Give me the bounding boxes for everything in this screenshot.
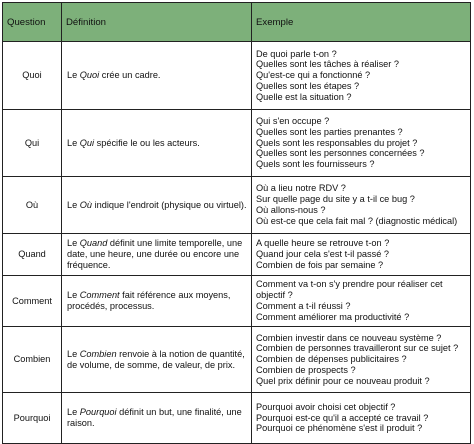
definition-prefix: Le: [67, 290, 80, 301]
example-item: Quelles sont les tâches à réaliser ?: [256, 59, 399, 70]
definition-term: Comment: [79, 290, 120, 301]
example-item: De quoi parle t-on ?: [256, 48, 337, 59]
example-item: Combien de fois par semaine ?: [256, 259, 384, 270]
definition-prefix: Le: [67, 137, 80, 148]
example-item: Où est-ce que cela fait mal ? (diagnostic médical): [256, 215, 458, 226]
example-item: Qui s'en occupe ?: [256, 116, 330, 126]
definition-prefix: Le: [67, 70, 80, 81]
definition-cell: [62, 234, 252, 276]
question-cell: Combien: [3, 327, 62, 393]
table-row: [3, 177, 471, 234]
question-cell: Où: [3, 177, 62, 234]
definition-cell: [62, 393, 252, 444]
example-item: Quelle est la situation ?: [256, 91, 352, 102]
definition-term: Où: [79, 199, 93, 210]
example-item: Quelles sont les personnes concernées ?: [256, 148, 425, 159]
qqoqccp-table: [2, 2, 471, 444]
example-cell: [252, 234, 471, 276]
example-list: [256, 402, 466, 434]
question-cell: Quand: [3, 234, 62, 276]
example-item: Pourquoi avoir choisi cet objectif ?: [256, 401, 396, 412]
question-cell: Quoi: [3, 42, 62, 110]
example-item: Quand jour cela s'est t-il passé ?: [256, 249, 389, 260]
question-cell: Qui: [3, 110, 62, 177]
example-item: Où allons-nous ?: [256, 205, 326, 215]
example-cell: [252, 276, 471, 327]
example-list: [256, 333, 466, 387]
example-cell: [252, 177, 471, 234]
example-item: Combien de personnes travailleront sur ce sujet ?: [256, 343, 459, 354]
example-item: Quels sont les fournisseurs ?: [256, 159, 375, 170]
header-question: Question: [3, 3, 62, 42]
definition-term: Qui: [79, 137, 95, 148]
example-cell: [252, 110, 471, 177]
example-item: Comment améliorer ma productivité ?: [256, 311, 410, 322]
example-list: [256, 279, 466, 322]
example-item: Quelles sont les parties prenantes ?: [256, 126, 403, 137]
definition-text: spécifie le ou les acteurs.: [94, 137, 200, 148]
example-item: Pourquoi est-ce qu'il a accepté ce travail ?: [256, 412, 429, 423]
definition-cell: [62, 276, 252, 327]
table-row: [3, 234, 471, 276]
header-row: [3, 3, 471, 42]
example-list: [256, 49, 466, 103]
example-cell: [252, 327, 471, 393]
definition-term: Combien: [79, 348, 117, 359]
definition-cell: [62, 110, 252, 177]
definition-prefix: Le: [67, 238, 80, 249]
table-row: [3, 42, 471, 110]
example-item: Combien de prospects ?: [256, 364, 356, 375]
definition-term: Pourquoi: [79, 407, 117, 418]
definition-prefix: Le: [67, 348, 80, 359]
example-item: A quelle heure se retrouve t-on ?: [256, 238, 390, 249]
definition-text: renvoie à la notion de quantité, de volume, de somme, de valeur, de prix.: [67, 348, 245, 370]
example-item: Combien de dépenses publicitaires ?: [256, 354, 407, 365]
definition-text: fait référence aux moyens, procédés, processus.: [67, 290, 231, 311]
table-row: [3, 393, 471, 444]
definition-cell: [62, 327, 252, 393]
definition-cell: [62, 42, 252, 110]
example-item: Sur quelle page du site y a t-il ce bug ?: [256, 194, 415, 205]
definition-text: crée un cadre.: [99, 70, 161, 81]
example-list: [256, 238, 466, 270]
question-cell: Pourquoi: [3, 393, 62, 444]
example-cell: [252, 42, 471, 110]
example-item: Comment a t-il réussi ?: [256, 301, 351, 311]
definition-text: indique l'endroit (physique ou virtuel).: [92, 199, 247, 210]
header-definition: Définition: [62, 3, 252, 42]
header-example: Exemple: [252, 3, 471, 42]
table-row: [3, 327, 471, 393]
example-cell: [252, 393, 471, 444]
example-item: Qu'est-ce qui a fonctionné ?: [256, 70, 371, 81]
example-item: Combien investir dans ce nouveau système ?: [256, 332, 442, 343]
example-list: [256, 183, 466, 226]
definition-cell: [62, 177, 252, 234]
example-item: Quels sont les responsables du projet ?: [256, 137, 418, 148]
question-cell: Comment: [3, 276, 62, 327]
definition-prefix: Le: [67, 199, 80, 210]
table-row: [3, 276, 471, 327]
table-row: [3, 110, 471, 177]
example-item: Quelles sont les étapes ?: [256, 80, 360, 91]
example-item: Pourquoi ce phénomène s'est il produit ?: [256, 423, 423, 434]
definition-prefix: Le: [67, 407, 80, 418]
example-item: Comment va t-on s'y prendre pour réaliser cet objectif ?: [256, 279, 443, 301]
definition-text: définit une limite temporelle, une date, une heure, une durée ou encore une fréquence.: [67, 238, 243, 270]
definition-term: Quand: [79, 238, 108, 249]
qqoqccp-table-container: [2, 2, 470, 444]
definition-term: Quoi: [79, 70, 100, 81]
example-list: [256, 116, 466, 170]
example-item: Quel prix définir pour ce nouveau produit ?: [256, 375, 430, 386]
example-item: Où a lieu notre RDV ?: [256, 183, 346, 194]
definition-text: définit un but, une finalité, une raison.: [67, 407, 242, 428]
